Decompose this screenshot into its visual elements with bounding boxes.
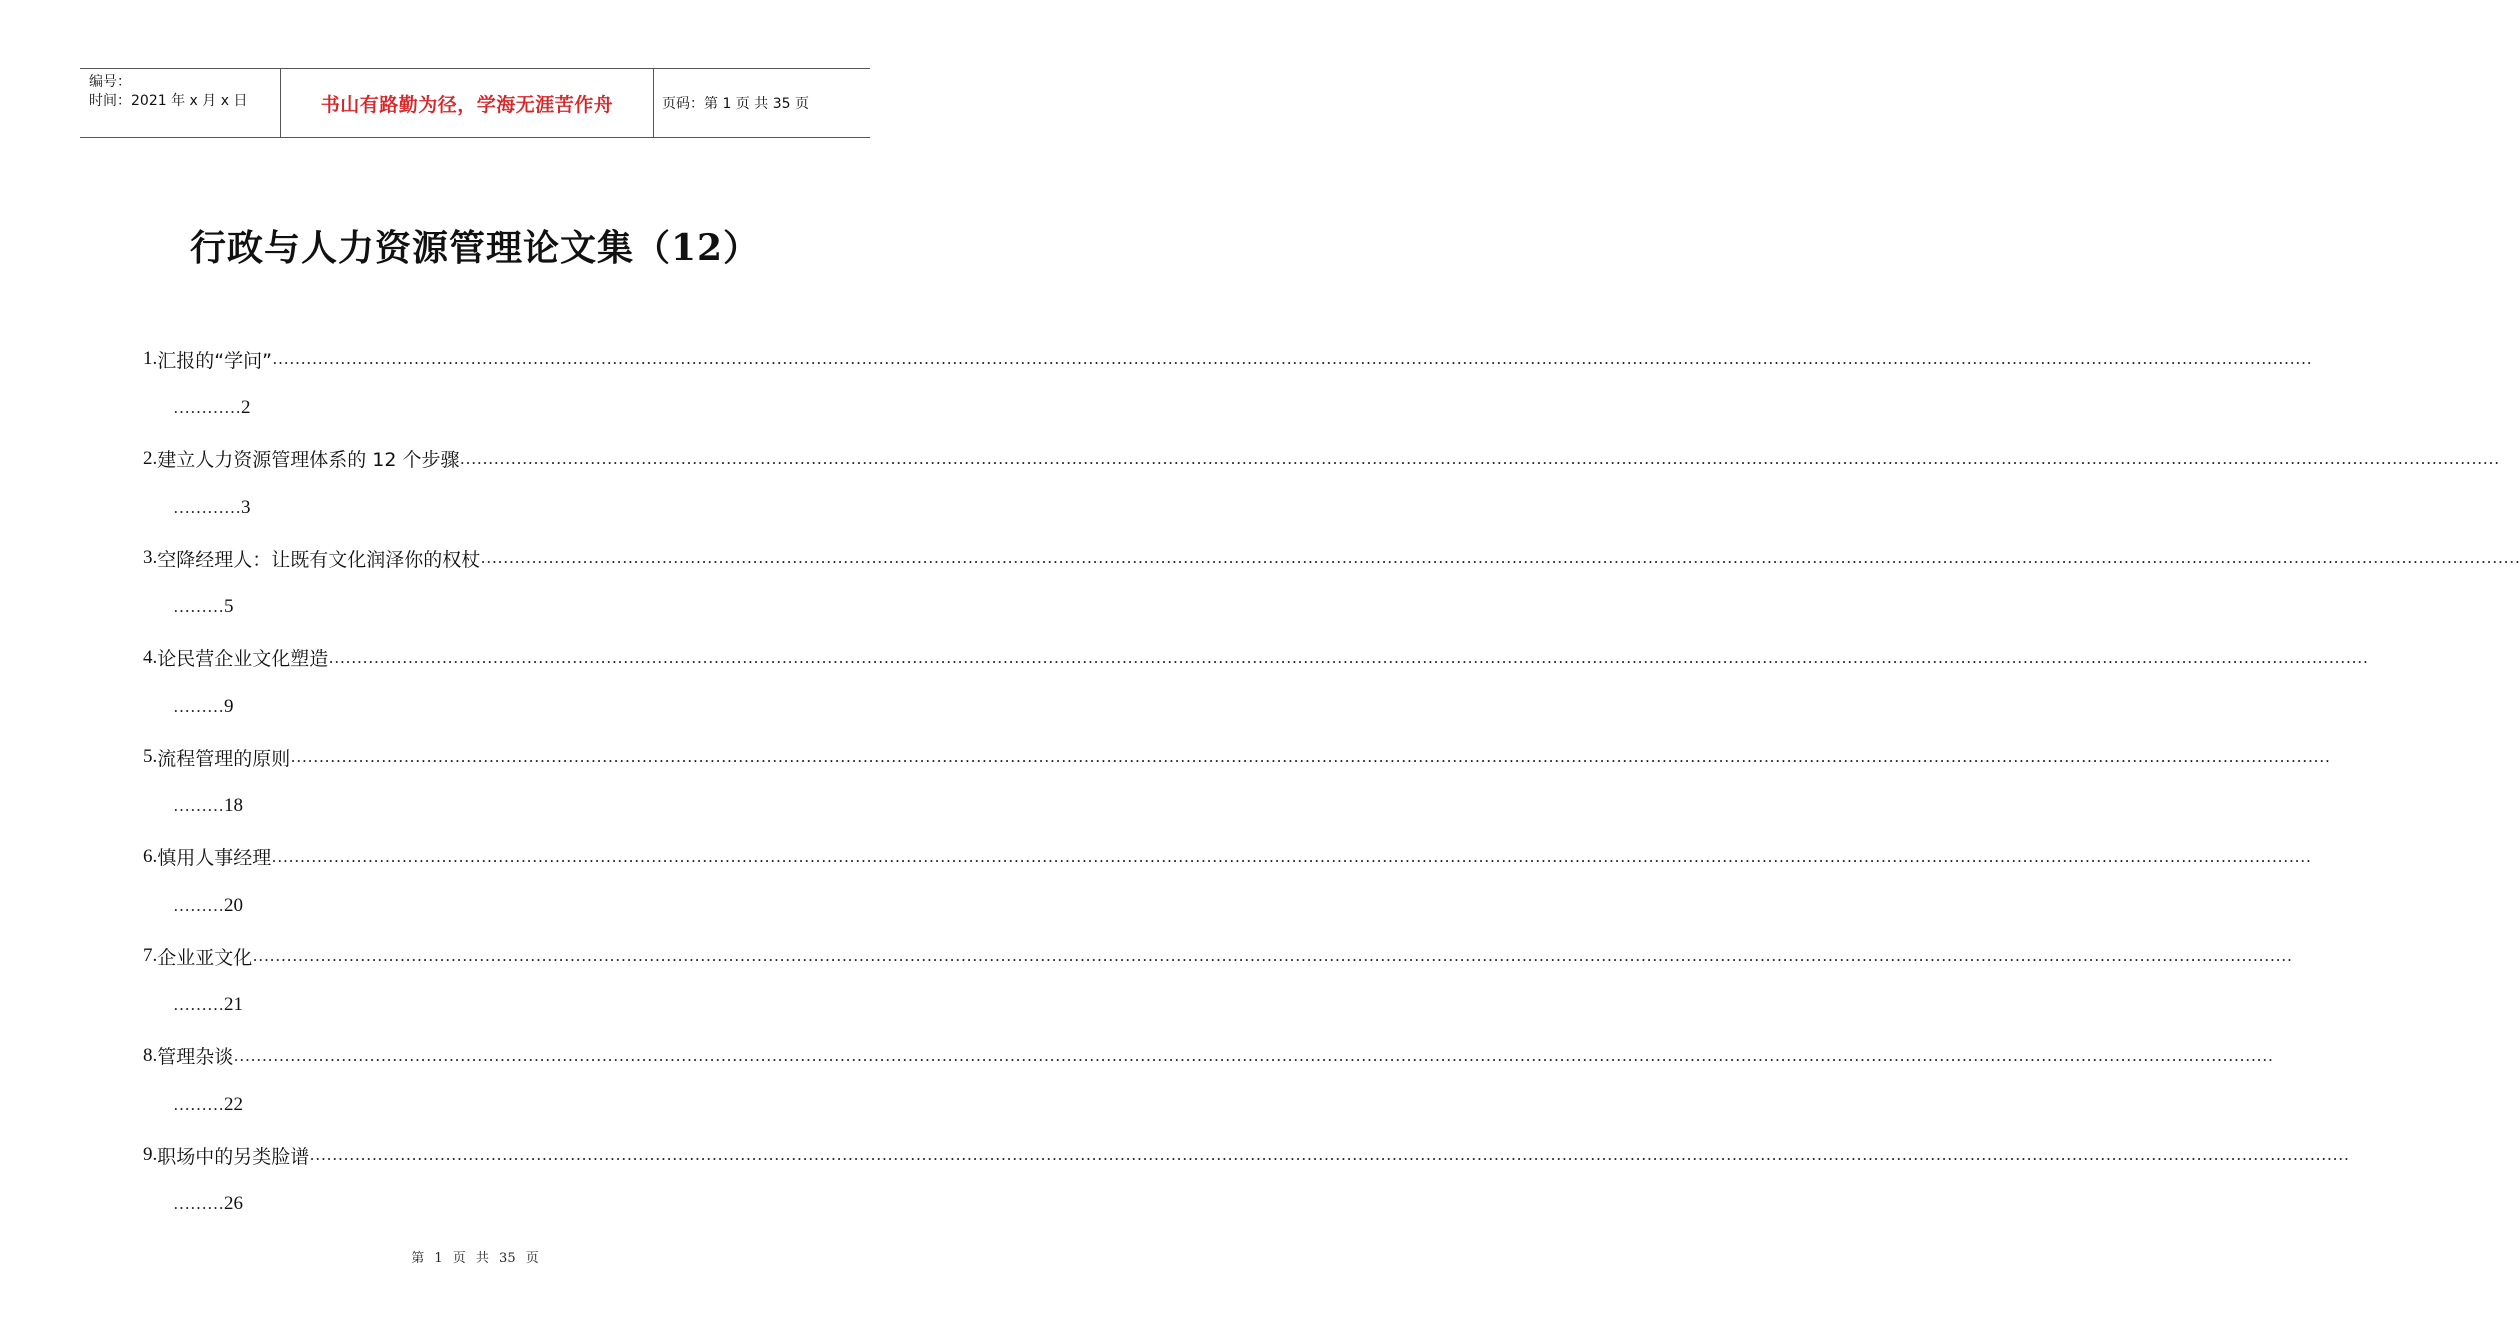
- toc-entry-page-number: 18: [224, 795, 243, 816]
- toc-leader-dots: ………: [173, 597, 224, 616]
- toc-entry[interactable]: [143, 1140, 2350, 1170]
- toc-entry-page-line: [173, 493, 251, 523]
- toc-entry-number: 8.: [143, 1044, 158, 1066]
- toc-entry[interactable]: [143, 742, 2331, 772]
- toc-entry-number: 9.: [143, 1144, 158, 1165]
- document-title: 行政与人力资源管理论文集（12）: [189, 227, 761, 269]
- toc-entry[interactable]: [143, 941, 2293, 971]
- toc-entry[interactable]: [143, 842, 2312, 872]
- toc-entry-number: 5.: [143, 746, 158, 767]
- toc-leader-dots: ………………………………………………………………………………………………………………………………………………………………………………………………………………………………………………………………………………………………………………………………: [459, 448, 2500, 468]
- toc-entry[interactable]: [143, 444, 2500, 474]
- toc-entry-title: 企业亚文化: [157, 946, 253, 969]
- toc-entry-page-number: 3: [241, 496, 251, 518]
- toc-entry-title: 慎用人事经理: [157, 847, 272, 869]
- toc-entry-page-number: 9: [224, 695, 234, 717]
- header-time-label: 时间：2021 年 x 月 x 日: [89, 93, 248, 109]
- toc-entry-page-number: 22: [224, 1093, 243, 1115]
- page-header: [80, 68, 870, 138]
- toc-entry-number: 3.: [143, 547, 158, 568]
- header-code-label: 编号：: [89, 74, 131, 90]
- toc-leader-dots: ………………………………………………………………………………………………………………………………………………………………………………………………………………………………………………………………………………………………………………………………: [271, 846, 2312, 866]
- toc-entry-page-number: 26: [224, 1193, 243, 1214]
- toc-leader-dots: ………………………………………………………………………………………………………………………………………………………………………………………………………………………………………………………………………………………………………………………………: [328, 647, 2369, 667]
- toc-entry-number: 4.: [143, 646, 158, 668]
- toc-leader-dots: …………: [173, 398, 241, 417]
- header-motto: 书山有路勤为径，学海无涯苦作舟: [320, 93, 614, 116]
- toc-entry-title: 汇报的“学问”: [157, 349, 272, 372]
- page-footer: 第 1 页 共 35 页: [411, 1251, 539, 1266]
- toc-entry-page-line: [173, 891, 243, 921]
- toc-leader-dots: ………: [173, 696, 224, 716]
- toc-entry-title: 论民营企业文化塑造: [157, 648, 329, 670]
- toc-entry-title: 管理杂谈: [157, 1046, 234, 1068]
- toc-leader-dots: ………: [173, 895, 224, 915]
- toc-entry-page-line: [173, 990, 243, 1020]
- header-page-info: 页码：第 1 页 共 35 页: [662, 96, 809, 112]
- toc-entry[interactable]: [143, 1041, 2274, 1071]
- toc-entry-page-line: [173, 1189, 243, 1219]
- toc-entry-page-number: 2: [241, 397, 251, 418]
- toc-entry-page-line: [173, 1090, 243, 1120]
- toc-entry-page-line: [173, 692, 234, 722]
- toc-entry-number: 7.: [143, 945, 158, 966]
- toc-entry-number: 6.: [143, 845, 158, 867]
- toc-entry-number: 2.: [143, 447, 158, 469]
- toc-entry-page-number: 20: [224, 894, 243, 916]
- toc-entry-page-line: [173, 393, 251, 423]
- toc-entry-page-line: [173, 791, 243, 821]
- toc-leader-dots: …………: [173, 497, 241, 517]
- toc-leader-dots: ………………………………………………………………………………………………………………………………………………………………………………………………………………………………………………………………………………………………………………………………: [252, 946, 2293, 965]
- toc-entry[interactable]: [143, 344, 2312, 374]
- toc-entry-title: 职场中的另类脸谱: [157, 1145, 310, 1168]
- toc-entry-title: 建立人力资源管理体系的 12 个步骤: [157, 449, 460, 471]
- toc-leader-dots: ………: [173, 1094, 224, 1114]
- toc-leader-dots: ………………………………………………………………………………………………………………………………………………………………………………………………………………………………………………………………………………………………………………………………: [233, 1045, 2274, 1065]
- toc-entry-page-line: [173, 592, 234, 622]
- toc-leader-dots: ………………………………………………………………………………………………………………………………………………………………………………………………………………………………………………………………………………………………………………………………: [290, 747, 2331, 766]
- header-motto-cell: [281, 69, 654, 137]
- toc-leader-dots: ………: [173, 796, 224, 815]
- toc-entry-number: 1.: [143, 348, 158, 369]
- header-meta: [80, 69, 281, 137]
- toc-entry-title: 流程管理的原则: [157, 747, 291, 770]
- toc-leader-dots: ………: [173, 1194, 224, 1213]
- toc-entry-title: 空降经理人：让既有文化润泽你的权杖: [157, 548, 481, 571]
- toc-entry[interactable]: [143, 643, 2369, 673]
- toc-entry-page-number: 5: [224, 596, 234, 617]
- toc-leader-dots: ………………………………………………………………………………………………………………………………………………………………………………………………………………………………………………………………………………………………………………………………: [309, 1145, 2350, 1164]
- toc-leader-dots: ………………………………………………………………………………………………………………………………………………………………………………………………………………………………………………………………………………………………………………………………: [271, 349, 2312, 368]
- toc-leader-dots: ………………………………………………………………………………………………………………………………………………………………………………………………………………………………………………………………………………………………………………………………: [480, 548, 2520, 567]
- toc-entry-page-number: 21: [224, 994, 243, 1015]
- toc-entry[interactable]: [143, 543, 2520, 573]
- toc-leader-dots: ………: [173, 995, 224, 1014]
